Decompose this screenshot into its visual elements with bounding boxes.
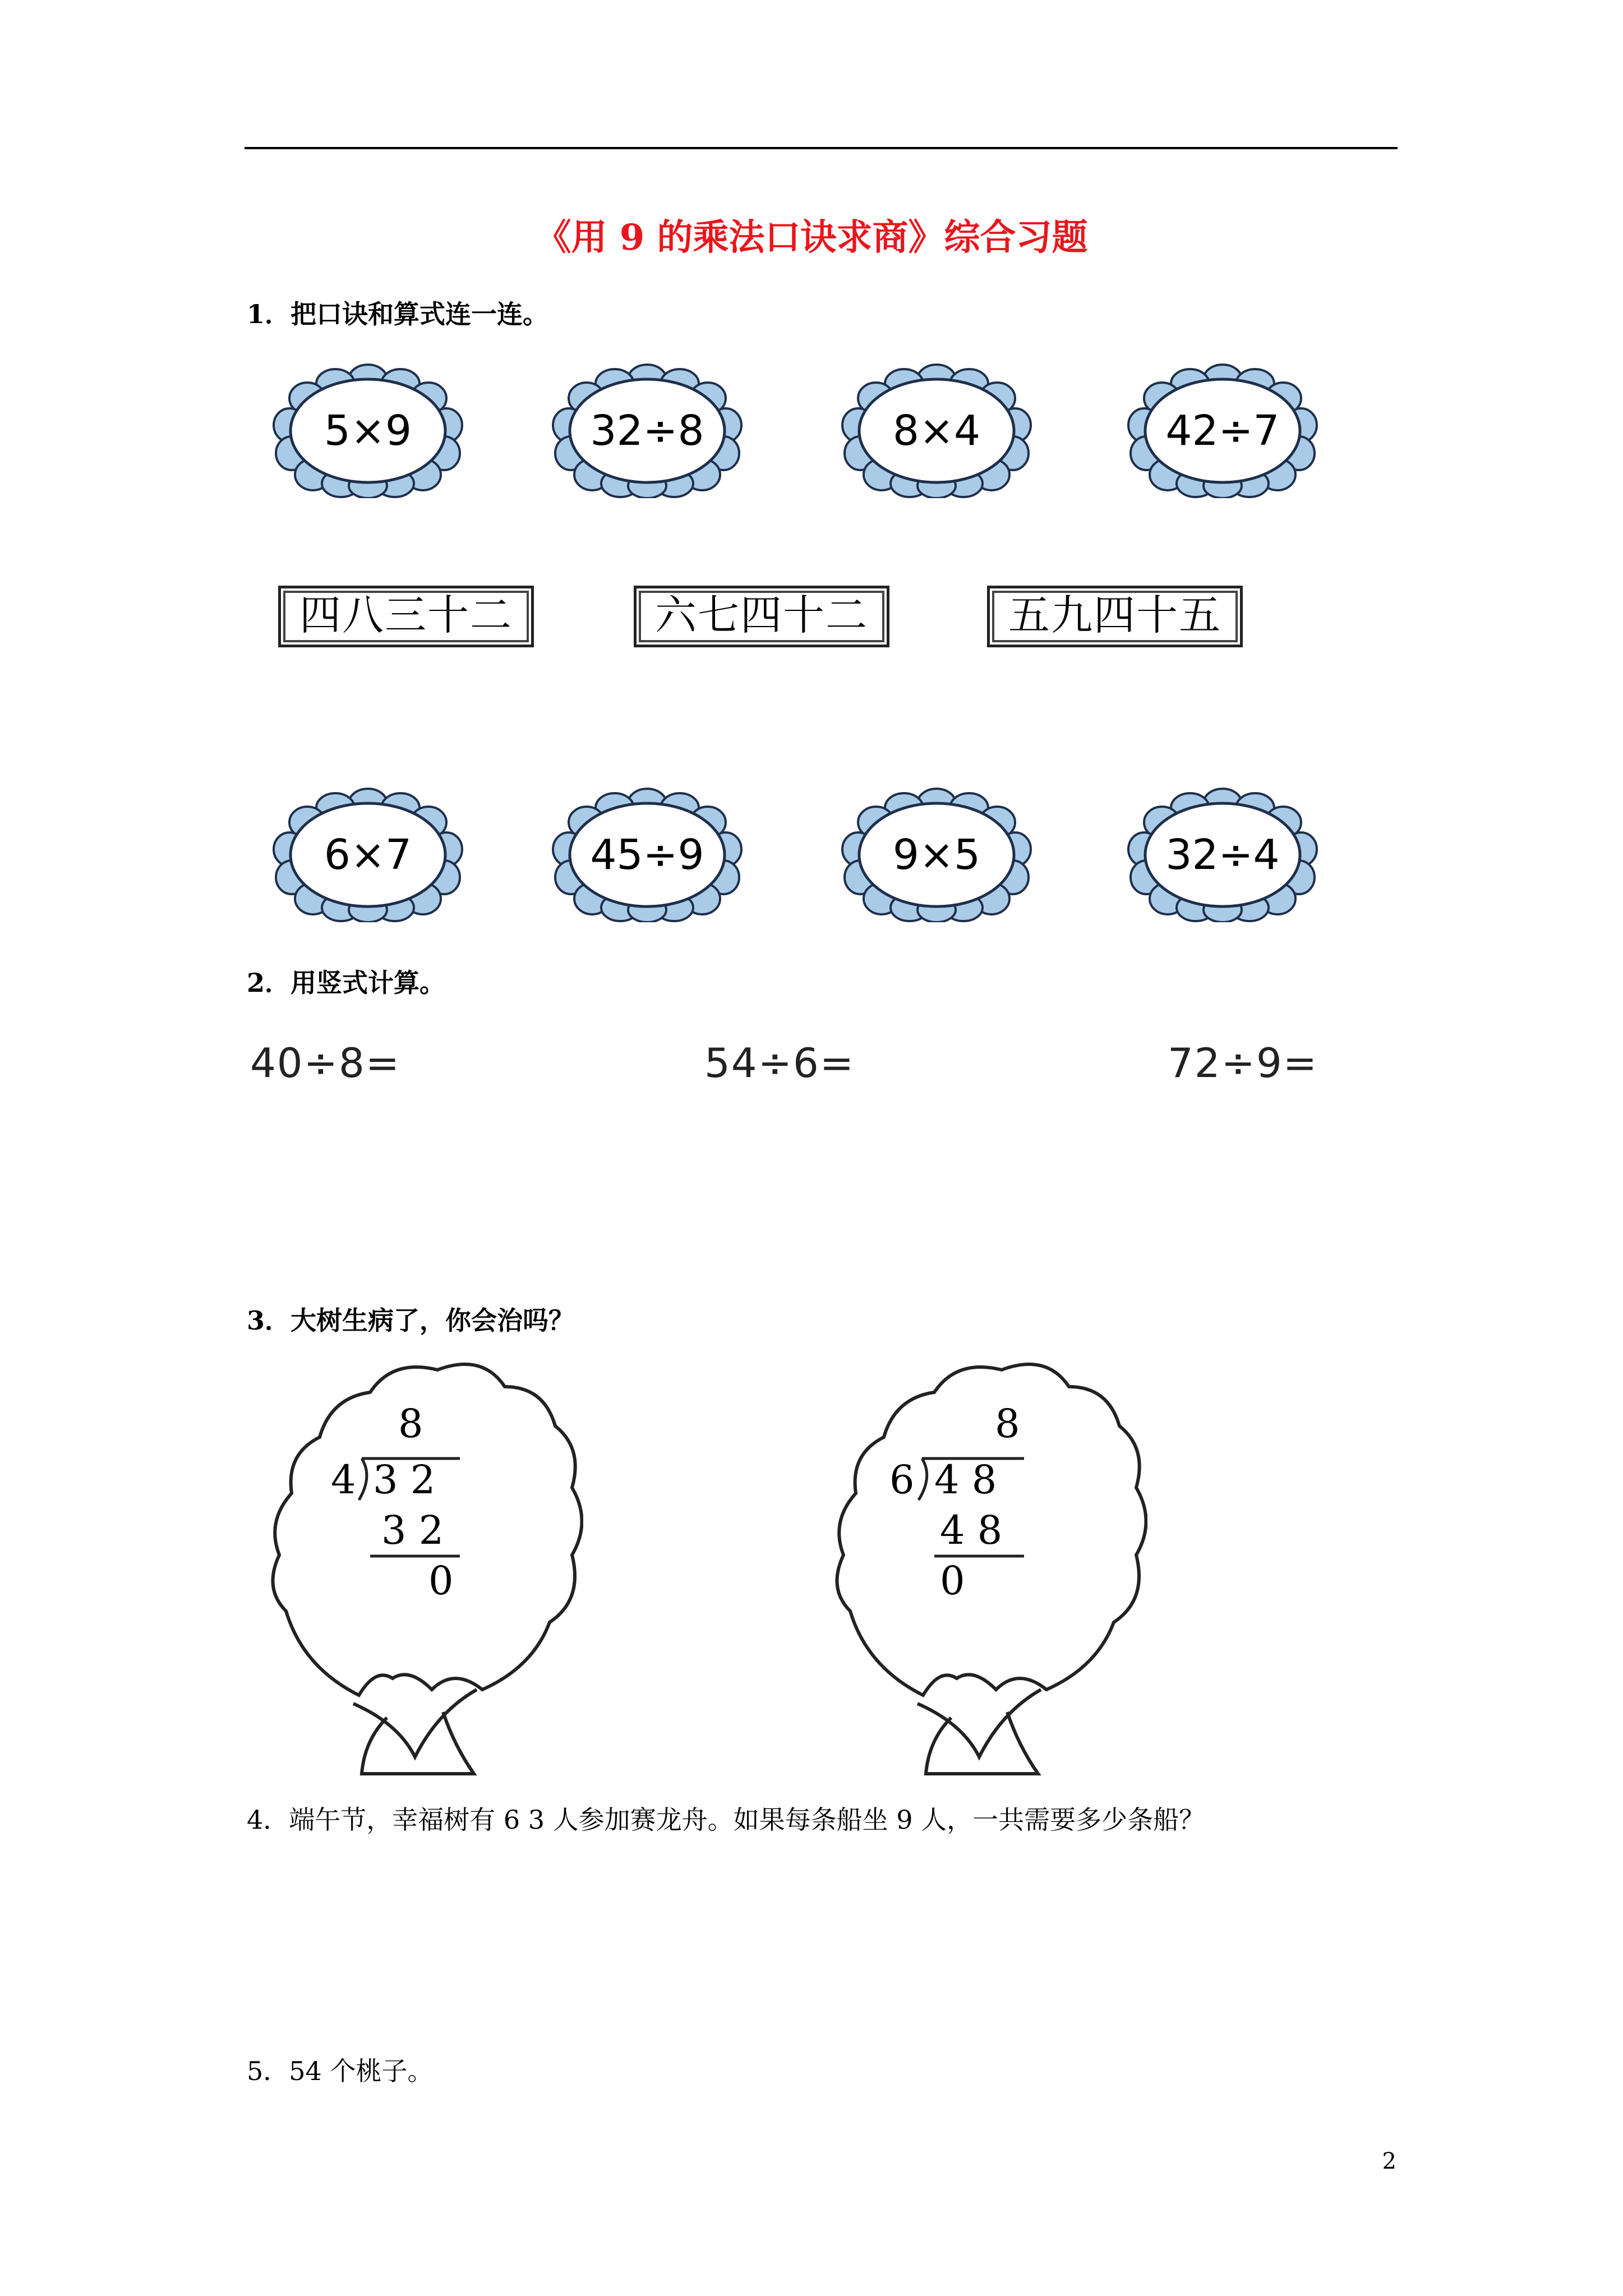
page-number: 2 <box>1382 2148 1396 2174</box>
flower-card[interactable] <box>552 364 743 498</box>
calc-item: 54÷6= <box>704 1039 855 1087</box>
tree-divisor: 6 <box>889 1457 915 1503</box>
flower-shape <box>1127 788 1318 922</box>
flower-expression: 42÷7 <box>1165 407 1280 455</box>
question-5-label: 5．54 个桃子。 <box>247 2056 434 2086</box>
flower-card[interactable] <box>273 364 463 498</box>
question-1-label: 1．把口诀和算式连一连。 <box>247 299 549 329</box>
flower-shape <box>1127 364 1318 498</box>
flower-expression: 9×5 <box>892 831 981 879</box>
question-3-label: 3．大树生病了，你会治吗？ <box>247 1305 575 1336</box>
flower-card[interactable] <box>273 788 463 922</box>
header-rule <box>245 147 1398 149</box>
tree-dividend: 3 2 <box>373 1457 436 1503</box>
flower-expression: 8×4 <box>892 407 981 455</box>
tree-drawing <box>269 1353 583 1779</box>
calc-item: 72÷9= <box>1168 1039 1318 1087</box>
flower-expression: 45÷9 <box>590 831 704 879</box>
flower-expression: 5×9 <box>324 407 412 455</box>
tree-figure <box>833 1353 1147 1779</box>
flower-expression: 32÷8 <box>590 407 704 455</box>
flower-shape <box>552 788 743 922</box>
flower-card[interactable] <box>841 364 1032 498</box>
flower-card[interactable] <box>552 788 743 922</box>
tree-quotient: 8 <box>995 1401 1020 1447</box>
flower-shape <box>273 788 463 922</box>
flower-shape <box>273 364 463 498</box>
tree-product: 4 8 <box>940 1507 1003 1553</box>
flower-card[interactable] <box>1127 364 1318 498</box>
calc-item: 40÷8= <box>250 1039 401 1087</box>
flower-card[interactable] <box>1127 788 1318 922</box>
page-title: 《用 9 的乘法口诀求商》综合习题 <box>535 217 1088 259</box>
flower-shape <box>841 364 1032 498</box>
flower-shape <box>841 788 1032 922</box>
tree-remainder: 0 <box>428 1558 454 1604</box>
flower-card[interactable] <box>841 788 1032 922</box>
question-2-label: 2．用竖式计算。 <box>247 968 446 998</box>
question-4-label: 4．端午节，幸福树有 6 3 人参加赛龙舟。如果每条船坐 9 人，一共需要多少条船？ <box>247 1805 1205 1835</box>
rhyme-card[interactable]: 四八三十二 <box>278 586 534 647</box>
flower-shape <box>552 364 743 498</box>
tree-drawing <box>833 1353 1147 1779</box>
flower-expression: 6×7 <box>324 831 412 879</box>
flower-expression: 32÷4 <box>1165 831 1280 879</box>
tree-figure <box>269 1353 583 1779</box>
tree-dividend: 4 8 <box>934 1457 997 1503</box>
rhyme-card[interactable]: 五九四十五 <box>987 586 1243 647</box>
tree-product: 3 2 <box>381 1507 444 1553</box>
tree-remainder: 0 <box>940 1558 965 1604</box>
rhyme-card[interactable]: 六七四十二 <box>634 586 889 647</box>
tree-divisor: 4 <box>331 1457 356 1503</box>
tree-quotient: 8 <box>398 1401 423 1447</box>
